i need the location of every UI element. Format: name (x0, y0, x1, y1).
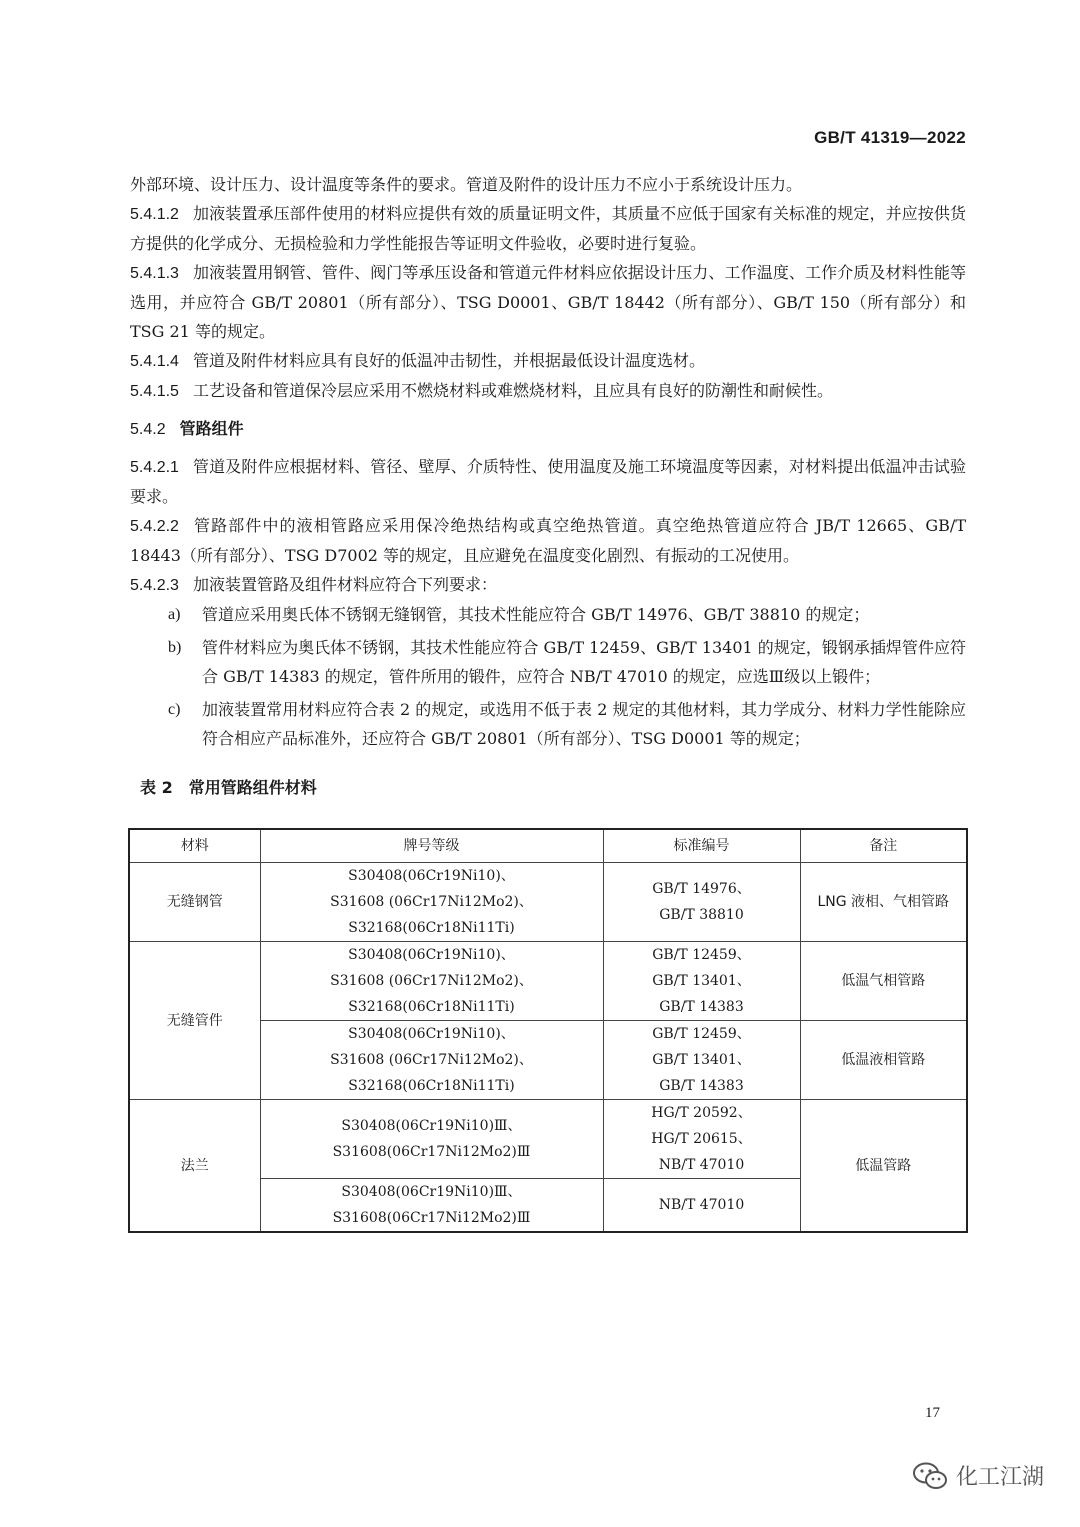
standard-cell: NB/T 47010 (603, 1179, 800, 1233)
material-cell: 法兰 (129, 1100, 260, 1233)
material-cell: 无缝管件 (129, 942, 260, 1100)
column-header-grade: 牌号等级 (260, 829, 603, 863)
table-caption: 表 2 常用管路组件材料 (140, 778, 317, 797)
list-text: 管件材料应为奥氏体不锈钢，其技术性能应符合 GB/T 12459、GB/T 13401 的规定，锻钢承插焊管件应符合 GB/T 14383 的规定，管件所用的锻件，应符合 NB/T 47010 的规定，应选Ⅲ级以上锻件； (202, 638, 966, 686)
remark-cell: LNG 液相、气相管路 (800, 863, 967, 942)
list-text: 加液装置常用材料应符合表 2 的规定，或选用不低于表 2 规定的其他材料，其力学成分、材料力学性能除应符合相应产品标准外，还应符合 GB/T 20801（所有部分）、TSG D0001 等的规定； (202, 700, 966, 748)
watermark (912, 1460, 1044, 1491)
grade-cell: S30408(06Cr19Ni10)、 S31608 (06Cr17Ni12Mo2)、 S32168(06Cr18Ni11Ti) (260, 1021, 603, 1100)
standard-cell: GB/T 14976、 GB/T 38810 (603, 863, 800, 942)
clause-5-4-2-1 (130, 452, 966, 511)
clause-5-4-2-3 (130, 570, 966, 600)
standard-cell: GB/T 12459、 GB/T 13401、 GB/T 14383 (603, 1021, 800, 1100)
list-marker: b) (168, 639, 182, 656)
column-header-remark: 备注 (800, 829, 967, 863)
table-row (129, 1100, 967, 1179)
clause-text: 加液装置承压部件使用的材料应提供有效的质量证明文件，其质量不应低于国家有关标准的规定，并应按供货方提供的化学成分、无损检验和力学性能报告等证明文件验收，必要时进行复验。 (130, 204, 966, 253)
table-header-row (129, 829, 967, 863)
clause-number: 5.4.1.3 (130, 265, 179, 282)
wechat-icon (912, 1461, 948, 1491)
clause-5-4-1-4 (130, 346, 966, 376)
clause-number: 5.4.2.3 (130, 577, 179, 594)
grade-cell: S30408(06Cr19Ni10)、 S31608 (06Cr17Ni12Mo2)、 S32168(06Cr18Ni11Ti) (260, 942, 603, 1021)
clause-text: 工艺设备和管道保冷层应采用不燃烧材料或难燃烧材料，且应具有良好的防潮性和耐候性。 (192, 381, 833, 400)
watermark-text: 化工江湖 (955, 1465, 1044, 1490)
clause-text: 管道及附件应根据材料、管径、壁厚、介质特性、使用温度及施工环境温度等因素，对材料提出低温冲击试验要求。 (130, 457, 966, 506)
remark-cell: 低温气相管路 (800, 942, 967, 1021)
standard-cell: HG/T 20592、 HG/T 20615、 NB/T 47010 (603, 1100, 800, 1179)
column-header-standard: 标准编号 (603, 829, 800, 863)
clause-text: 管道及附件材料应具有良好的低温冲击韧性，并根据最低设计温度选材。 (192, 351, 705, 370)
standard-cell: GB/T 12459、 GB/T 13401、 GB/T 14383 (603, 942, 800, 1021)
remark-cell: 低温液相管路 (800, 1021, 967, 1100)
clause-number: 5.4.1.4 (130, 353, 179, 370)
clause-5-4-1-2 (130, 199, 966, 258)
list-text: 管道应采用奥氏体不锈钢无缝钢管，其技术性能应符合 GB/T 14976、GB/T 38810 的规定； (202, 605, 870, 624)
clause-number: 5.4.2.2 (130, 518, 179, 535)
list-item-c (130, 695, 966, 753)
section-title: 管路组件 (179, 419, 244, 438)
clause-5-4-1-3 (130, 258, 966, 346)
materials-table (128, 828, 968, 1233)
material-cell: 无缝钢管 (129, 863, 260, 942)
column-header-material: 材料 (129, 829, 260, 863)
list-marker: a) (168, 606, 181, 623)
grade-cell: S30408(06Cr19Ni10)Ⅲ、 S31608(06Cr17Ni12Mo2)Ⅲ (260, 1100, 603, 1179)
table-row (129, 942, 967, 1021)
clause-text: 管路部件中的液相管路应采用保冷绝热结构或真空绝热管道。真空绝热管道应符合 JB/T 12665、GB/T 18443（所有部分）、TSG D7002 等的规定，且应避免在温度变化剧烈、有振动的工况使用。 (130, 516, 966, 565)
clause-number: 5.4.2.1 (130, 459, 179, 476)
paragraph: 外部环境、设计压力、设计温度等条件的要求。管道及附件的设计压力不应小于系统设计压力。 (130, 175, 803, 194)
clause-text: 加液装置用钢管、管件、阀门等承压设备和管道元件材料应依据设计压力、工作温度、工作介质及材料性能等选用，并应符合 GB/T 20801（所有部分）、TSG D0001、GB/T 18442（所有部分）、GB/T 150（所有部分）和 TSG 21 等的规定。 (130, 263, 966, 341)
list-item-b (130, 633, 966, 691)
clause-5-4-1-5 (130, 376, 966, 406)
grade-cell: S30408(06Cr19Ni10)、 S31608 (06Cr17Ni12Mo2)、 S32168(06Cr18Ni11Ti) (260, 863, 603, 942)
clause-number: 5.4.1.2 (130, 206, 179, 223)
section-number: 5.4.2 (130, 421, 166, 438)
section-heading-5-4-2 (130, 414, 966, 444)
clause-number: 5.4.1.5 (130, 383, 179, 400)
table-row (129, 863, 967, 942)
remark-cell: 低温管路 (800, 1100, 967, 1233)
standard-number: GB/T 41319—2022 (814, 128, 966, 147)
clause-5-4-2-2 (130, 511, 966, 570)
clause-text: 加液装置管路及组件材料应符合下列要求： (192, 575, 497, 594)
list-item-a (130, 600, 966, 629)
page-number: 17 (925, 1405, 940, 1421)
document-body (130, 170, 966, 1233)
grade-cell: S30408(06Cr19Ni10)Ⅲ、 S31608(06Cr17Ni12Mo2)Ⅲ (260, 1179, 603, 1233)
list-marker: c) (168, 701, 181, 718)
